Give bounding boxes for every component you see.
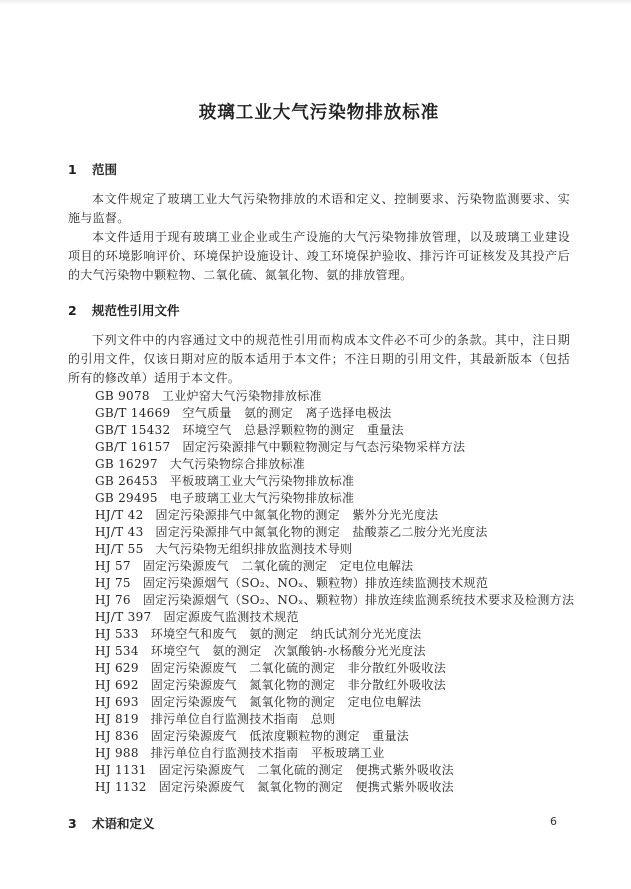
reference-code: HJ 819 [95,712,139,726]
section-3-number: 3 [68,816,77,831]
reference-title: 固定污染源废气 氮氧化物的测定 便携式紫外吸收法 [158,780,454,794]
reference-title: 排污单位自行监测技术指南 总则 [150,712,336,726]
reference-title: 固定污染源废气 二氧化硫的测定 非分散红外吸收法 [150,661,446,675]
reference-code: GB/T 16157 [95,440,171,454]
reference-title: 固定污染源排气中氮氧化物的测定 盐酸萘乙二胺分光光度法 [155,525,488,539]
reference-code: GB 9078 [95,389,150,403]
reference-title: 环境空气 氨的测定 次氯酸钠-水杨酸分光光度法 [150,644,426,658]
reference-code: GB 16297 [95,457,158,471]
document-title: 玻璃工业大气污染物排放标准 [198,103,440,123]
reference-item [68,745,570,762]
reference-title: 空气质量 氨的测定 离子选择电极法 [182,406,392,420]
reference-title: 固定污染源废气 二氧化硫的测定 定电位电解法 [142,559,414,573]
reference-item [68,490,570,507]
reference-code: GB 26453 [95,474,158,488]
reference-title: 排污单位自行监测技术指南 平板玻璃工业 [150,746,385,760]
section-1-title: 范围 [92,162,118,177]
reference-item [68,660,570,677]
reference-title: 固定污染源废气 氮氧化物的测定 非分散红外吸收法 [150,678,446,692]
reference-item [68,626,570,643]
page-number: 6 [550,815,557,828]
reference-item [68,524,570,541]
reference-code: GB/T 15432 [95,423,171,437]
reference-item [68,405,570,422]
references-list [68,388,575,796]
scope-paragraph-2: 本文件适用于现有玻璃工业企业或生产设施的大气污染物排放管理，以及玻璃工业建设项目的环境影响评价、环境保护设施设计、竣工环境保护验收、排污许可证核发及其投产后的大气污染物中颗粒物、二氧化硫、氮氧化物、氨的排放管理。 [68,230,570,282]
reference-code: HJ 1131 [95,763,147,777]
reference-item [68,643,570,660]
reference-item [68,779,570,796]
reference-item [68,762,570,779]
section-2-heading [68,301,570,319]
section-3-title: 术语和定义 [92,816,155,831]
reference-title: 工业炉窑大气污染物排放标准 [161,389,322,403]
reference-code: HJ 988 [95,746,139,760]
reference-item [68,473,570,490]
reference-code: HJ 75 [95,576,131,590]
reference-code: HJ 1132 [95,780,147,794]
reference-title: 固定源废气监测技术规范 [163,610,299,624]
reference-code: HJ/T 42 [95,508,144,522]
reference-item [68,609,570,626]
section-1-heading [68,160,570,178]
reference-title: 电子玻璃工业大气污染物排放标准 [169,491,355,505]
page-top-edge [0,0,631,5]
reference-code: HJ/T 397 [95,610,152,624]
reference-item [68,388,570,405]
reference-title: 固定污染源排气中颗粒物测定与气态污染物采样方法 [182,440,466,454]
reference-item [68,507,570,524]
references-intro-paragraph: 下列文件中的内容通过文中的规范性引用而构成本文件必不可少的条款。其中，注日期的引用文件，仅该日期对应的版本适用于本文件；不注日期的引用文件，其最新版本（包括所有的修改单）适用于本文件。 [68,333,570,385]
reference-code: HJ 76 [95,593,131,607]
reference-title: 固定污染源烟气（SO₂、NOₓ、颗粒物）排放连续监测系统技术要求及检测方法 [142,593,575,607]
reference-code: HJ 533 [95,627,139,641]
section-3-heading [68,814,570,832]
reference-item [68,422,570,439]
reference-item [68,592,575,609]
reference-title: 固定污染源废气 二氧化硫的测定 便携式紫外吸收法 [158,763,454,777]
reference-code: HJ/T 43 [95,525,144,539]
reference-title: 固定污染源废气 低浓度颗粒物的测定 重量法 [150,729,410,743]
reference-code: HJ 836 [95,729,139,743]
reference-title: 固定污染源烟气（SO₂、NOₓ、颗粒物）排放连续监测技术规范 [142,576,489,590]
reference-title: 环境空气和废气 氨的测定 纳氏试剂分光光度法 [150,627,422,641]
reference-item [68,575,570,592]
reference-code: HJ 693 [95,695,139,709]
section-1-number: 1 [68,162,77,177]
reference-title: 大气污染物无组织排放监测技术导则 [155,542,353,556]
reference-item [68,439,570,456]
reference-title: 环境空气 总悬浮颗粒物的测定 重量法 [182,423,404,437]
reference-title: 固定污染源废气 氮氧化物的测定 定电位电解法 [150,695,422,709]
reference-code: GB 29495 [95,491,158,505]
reference-title: 大气污染物综合排放标准 [169,457,306,471]
reference-item [68,677,570,694]
reference-item [68,541,570,558]
reference-code: HJ 534 [95,644,139,658]
reference-code: HJ 692 [95,678,139,692]
reference-code: HJ/T 55 [95,542,144,556]
reference-code: HJ 629 [95,661,139,675]
reference-item [68,694,570,711]
section-2-number: 2 [68,303,77,318]
section-2-title: 规范性引用文件 [92,303,180,318]
reference-title: 固定污染源排气中氮氧化物的测定 紫外分光光度法 [155,508,439,522]
reference-item [68,558,570,575]
reference-item [68,456,570,473]
reference-item [68,728,570,745]
reference-code: HJ 57 [95,559,131,573]
reference-item [68,711,570,728]
reference-title: 平板玻璃工业大气污染物排放标准 [169,474,355,488]
reference-code: GB/T 14669 [95,406,171,420]
scope-paragraph-1: 本文件规定了玻璃工业大气污染物排放的术语和定义、控制要求、污染物监测要求、实施与监督。 [68,192,570,225]
